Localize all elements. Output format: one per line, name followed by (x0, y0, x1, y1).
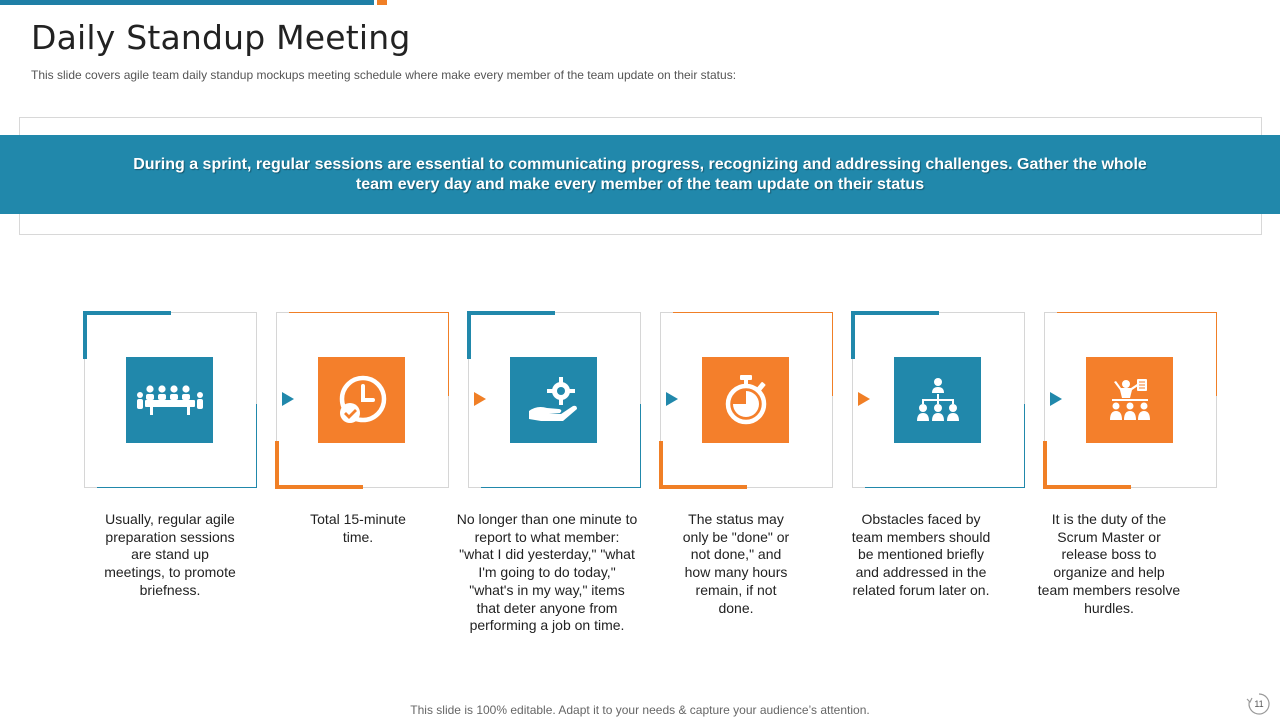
corner-accent (851, 311, 939, 359)
corner-accent (275, 441, 363, 489)
slide-subtitle: This slide covers agile team daily standup mockups meeting schedule where make every member of the team update on their status: (31, 68, 737, 82)
page-number (1245, 692, 1273, 716)
clock-check-icon (318, 357, 405, 443)
corner-accent (1043, 441, 1131, 489)
arrow-right-icon (1050, 392, 1062, 406)
step-description-2: Total 15-minute time. (310, 511, 406, 545)
banner-text: During a sprint, regular sessions are essential to communicating progress, recognizing and addressing challenges. Gather the whole team every day and make every member of the team update on their status (0, 135, 1280, 214)
step-card-1 (84, 312, 257, 488)
page-number-text: 11 (1254, 699, 1264, 709)
arrow-right-icon (474, 392, 486, 406)
step-card-4 (660, 312, 833, 488)
corner-accent (467, 311, 555, 359)
hand-gear-icon (510, 357, 597, 443)
slide-title: Daily Standup Meeting (31, 18, 411, 57)
hierarchy-icon (894, 357, 981, 443)
top-accent-bar-blue (0, 0, 374, 5)
step-card-5 (852, 312, 1025, 488)
step-description-5: Obstacles faced by team members should be mentioned briefly and addressed in the related forum later on. (851, 511, 991, 598)
top-accent-bar-orange (377, 0, 387, 5)
step-card-3 (468, 312, 641, 488)
step-description-6: It is the duty of the Scrum Master or release boss to organize and help team members resolve hurdles. (1037, 511, 1181, 616)
step-description-4: The status may only be "done" or not done," and how many hours remain, if not done. (682, 511, 790, 616)
arrow-right-icon (858, 392, 870, 406)
presenter-audience-icon (1086, 357, 1173, 443)
corner-accent (83, 311, 171, 359)
arrow-right-icon (666, 392, 678, 406)
step-description-3: No longer than one minute to report to what member: "what I did yesterday," "what I'm going to do today," "what's in my way," items that deter anyone from performing a job on time. (456, 511, 638, 634)
step-description-1: Usually, regular agile preparation sessions are stand up meetings, to promote briefness. (104, 511, 236, 598)
step-card-6 (1044, 312, 1217, 488)
arrow-right-icon (282, 392, 294, 406)
stopwatch-icon (702, 357, 789, 443)
corner-accent (659, 441, 747, 489)
step-card-2 (276, 312, 449, 488)
footer-note: This slide is 100% editable. Adapt it to your needs & capture your audience’s attention. (410, 703, 870, 717)
meeting-table-icon (126, 357, 213, 443)
